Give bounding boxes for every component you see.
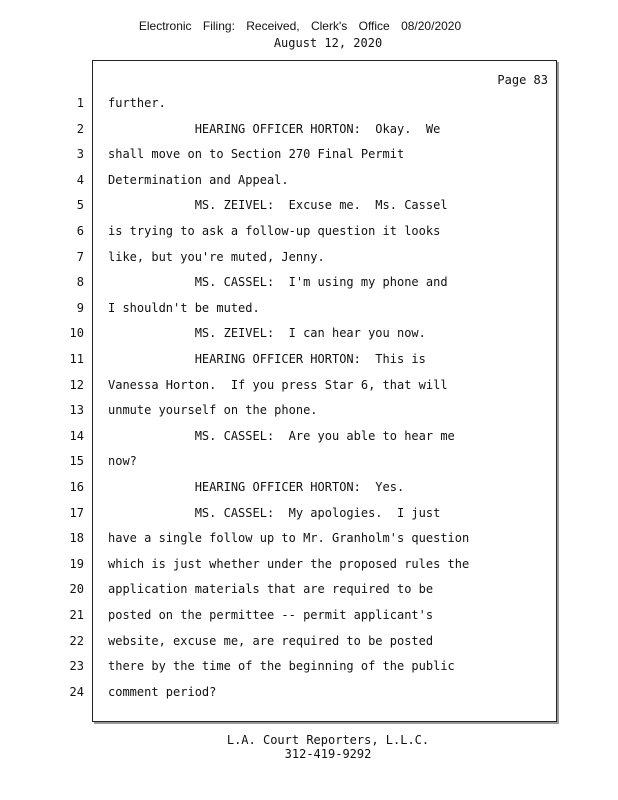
transcript-line: website, excuse me, are required to be posted [108, 633, 434, 648]
line-number: 2 [76, 121, 84, 136]
transcript-line: now? [108, 454, 137, 469]
line-number: 8 [76, 275, 84, 290]
transcript-line: comment period? [108, 684, 217, 699]
transcript-line: HEARING OFFICER HORTON: Yes. [108, 480, 405, 494]
transcript-line: have a single follow up to Mr. Granholm's question [108, 531, 470, 546]
transcript-date: August 12, 2020 [273, 36, 383, 50]
line-number: 9 [76, 300, 84, 315]
reporter-company: L.A. Court Reporters, L.L.C. [226, 733, 430, 747]
transcript-line: there by the time of the beginning of the public [108, 659, 455, 674]
line-number: 3 [76, 147, 84, 162]
filing-part: Clerk's [310, 19, 348, 33]
transcript-line: further. [108, 96, 166, 110]
transcript-line: HEARING OFFICER HORTON: This is [108, 352, 426, 366]
line-number: 13 [69, 403, 84, 418]
transcript-line: Determination and Appeal. [108, 172, 289, 187]
line-number: 20 [69, 582, 84, 597]
reporter-phone: 312-419-9292 [284, 747, 372, 761]
transcript-line: Vanessa Horton. If you press Star 6, that will [108, 377, 448, 392]
filing-part: Office [358, 19, 390, 33]
transcript-line: MS. CASSEL: Are you able to hear me [108, 428, 455, 443]
transcript-line: which is just whether under the proposed rules the [108, 556, 470, 571]
transcript-line: HEARING OFFICER HORTON: Okay. We [108, 121, 441, 136]
line-number: 17 [69, 505, 84, 520]
page-number: Page 83 [497, 73, 548, 87]
transcript-line: MS. CASSEL: My apologies. I just [108, 505, 441, 520]
transcript-line: MS. CASSEL: I'm using my phone and [108, 275, 448, 290]
transcript-line: MS. ZEIVEL: I can hear you now. [108, 326, 426, 341]
electronic-filing-stamp [0, 19, 600, 33]
line-number: 14 [69, 428, 84, 443]
line-number: 18 [69, 531, 84, 546]
line-number: 4 [76, 172, 84, 187]
line-number: 10 [69, 326, 84, 341]
line-number: 16 [69, 480, 84, 494]
filing-part: 08/20/2020 [401, 19, 462, 33]
line-number: 21 [69, 608, 84, 622]
line-number: 1 [76, 96, 84, 110]
transcript-line: unmute yourself on the phone. [108, 403, 318, 418]
line-number: 6 [76, 224, 84, 238]
transcript-line: shall move on to Section 270 Final Permit [108, 147, 405, 162]
transcript-line: MS. ZEIVEL: Excuse me. Ms. Cassel [108, 198, 448, 213]
transcript-line: posted on the permittee -- permit applicant's [108, 608, 434, 622]
line-number: 7 [76, 249, 84, 264]
filing-part: Filing: [202, 19, 235, 33]
line-number: 24 [69, 684, 84, 699]
transcript-line: like, but you're muted, Jenny. [108, 249, 325, 264]
line-number: 23 [69, 659, 84, 674]
line-number: 12 [69, 377, 84, 392]
line-number: 19 [69, 556, 84, 571]
filing-part: Received, [246, 19, 300, 33]
line-number: 11 [69, 352, 84, 366]
transcript-line: I shouldn't be muted. [108, 300, 260, 315]
transcript-line: is trying to ask a follow-up question it looks [108, 224, 441, 238]
filing-part: Electronic [138, 19, 192, 33]
line-number: 22 [69, 633, 84, 648]
line-number: 5 [76, 198, 84, 213]
line-number: 15 [69, 454, 84, 469]
transcript-line: application materials that are required to be [108, 582, 434, 597]
